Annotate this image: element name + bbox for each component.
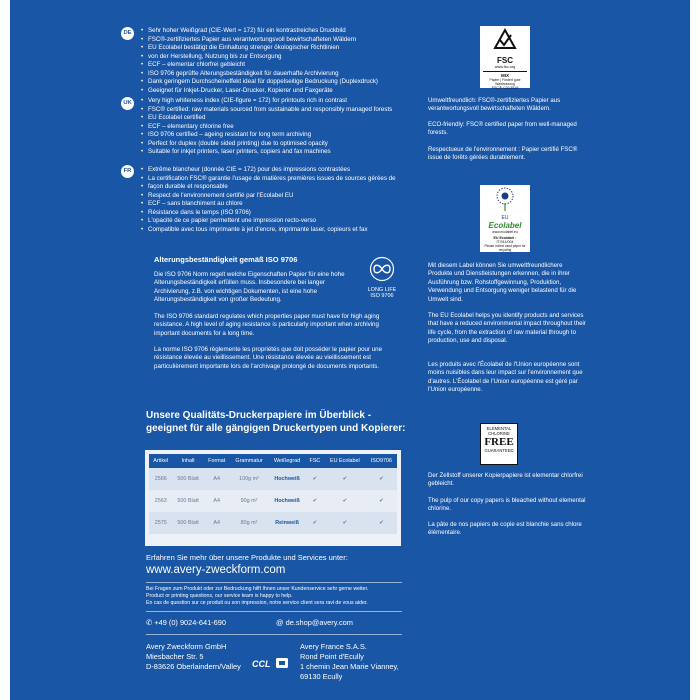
- fsc-code: FSC® C013519: [491, 86, 519, 90]
- table-header-cell: Weißegrad: [268, 454, 305, 468]
- phone-contact[interactable]: [146, 618, 226, 627]
- ecolabel-label: EU Ecolabel :: [493, 236, 517, 240]
- email-contact[interactable]: [276, 618, 353, 627]
- address-fr-line: 69130 Ecully: [300, 672, 343, 681]
- fsc-mark: FSC: [497, 56, 513, 65]
- table-header-cell: Artikel: [149, 454, 172, 468]
- web-intro: Erfahren Sie mehr über unsere Produkte und Services unter:: [146, 553, 348, 562]
- fr-bullet-item: • ECF – sans blanchiment au chlore: [141, 200, 396, 209]
- email-address: de.shop@avery.com: [285, 618, 353, 627]
- de-bullet-item: • von der Herstellung, Nutzung bis zur Entsorgung: [141, 53, 378, 62]
- fsc-mix-text: Papier | Fördert gute Waldnutzung: [489, 78, 521, 86]
- chlorine-text-fr: La pâte de nos papiers de copie est blanchie sans chlore élémentaire.: [428, 521, 582, 537]
- support-text: [146, 586, 368, 607]
- chlorine-free-badge: [480, 423, 518, 465]
- support-fr: En cas de question sur ce produit ou son impression, notre service client sera ravi de vous aider.: [146, 600, 368, 606]
- phone-icon: ✆: [146, 618, 153, 627]
- uk-bullet-item: • EU Ecolabel certified: [141, 114, 392, 123]
- fsc-logo: [480, 26, 530, 88]
- iso-text-de: Die ISO 9706 Norm regelt welche Eigenschaften Papier für eine hohe Alterungsbeständigkeit erfüllen muss. Insbesondere bei langer Archivierung, z.B. von wichtigen Dokumenten, ist eine hohe Alterungsbeständigkeit von großer Bedeutung.: [154, 271, 345, 304]
- divider-2: [146, 611, 402, 612]
- phone-number: +49 (0) 9024-641-690: [154, 618, 226, 627]
- ccl-cube-icon: [275, 657, 289, 669]
- ecolabel-text-fr: Les produits avec l'Écolabel de l'Union européenne sont moins nuisibles dans leur impact sur l'environnement que d'autres. L'Écolabel de l'Union européenne est géré par l'Union européenne.: [428, 361, 583, 394]
- table-cell: 500 Blatt: [172, 468, 203, 490]
- table-header-row: [149, 454, 397, 468]
- address-de-line: Avery Zweckform GmbH: [146, 642, 227, 651]
- fr-bullet-item: • Respect de l'environnement certifié par l'Ecolabel EU: [141, 192, 396, 201]
- overview-title: [146, 409, 406, 435]
- de-bullet-item: • Geeignet für Inkjet-Drucker, Laser-Drucker, Kopierer und Faxgeräte: [141, 87, 378, 96]
- fsc-text-fr: Respectueux de l'environnement : Papier certifié FSC® issue de forêts gérées durablement.: [428, 146, 578, 162]
- product-info-sheet: [10, 0, 690, 700]
- table-cell: 2563: [149, 490, 172, 512]
- long-life-line1: LONG LIFE: [367, 287, 397, 293]
- chlorine-line3: FREE: [484, 436, 514, 448]
- fr-bullet-item: • La certification FSC® garantie l'usage de matières premières issues de sources gérées de: [141, 175, 396, 184]
- address-de: [146, 642, 241, 672]
- table-cell: ✔: [324, 512, 366, 534]
- fsc-mix: MIX: [500, 73, 509, 78]
- divider-1: [146, 582, 402, 583]
- uk-bullet-item: • FSC® certified: raw materials sourced from sustainable and responsibly managed forests: [141, 106, 392, 115]
- eu-ecolabel-logo: [480, 185, 530, 252]
- ecolabel-text-de: Mit diesem Label können Sie umweltfreundlichere Produkte und Dienstleistungen erkennen, die in ihrer Ausführung bzw. Rohstoffgewinnung, Produktion, Verwendung und Entsorgung weniger belastend für die Umwelt sind.: [428, 262, 577, 303]
- iso-heading: Alterungsbeständigkeit gemäß ISO 9706: [154, 255, 298, 264]
- lang-badge-de: DE: [121, 27, 134, 40]
- fr-bullet-item: • Compatible avec tous imprimante à jet d'encre, imprimante laser, copieurs et fax: [141, 226, 396, 235]
- table-cell: 2575: [149, 512, 172, 534]
- address-fr-line: Rond Point d'Ecully: [300, 652, 364, 661]
- de-bullet-item: • ISO 9706 geprüfte Alterungsbeständigkeit für dauerhafte Archivierung: [141, 70, 378, 79]
- lang-badge-fr: FR: [121, 165, 134, 178]
- table-cell: 500 Blatt: [172, 490, 203, 512]
- support-en: Product or printing questions, our service team is happy to help.: [146, 593, 293, 599]
- eu-flower-icon: [480, 185, 530, 213]
- chlorine-line1: ELEMENTAL: [486, 426, 512, 431]
- ccl-logo: [252, 654, 289, 672]
- table-header-cell: Format: [204, 454, 230, 468]
- table-cell: 2566: [149, 468, 172, 490]
- ecolabel-name: Ecolabel: [488, 221, 522, 230]
- table-cell: ✔: [366, 468, 397, 490]
- fr-bullet-item: • Extrême blancheur (donnée CIE = 172) pour des impressions contrastées: [141, 166, 396, 175]
- uk-bullet-item: • Suitable for inkjet printers, laser printers, copiers and fax machines: [141, 148, 392, 157]
- overview-title-line2: geeignet für alle gängigen Druckertypen und Kopierer:: [146, 423, 406, 434]
- address-fr-line: Avery France S.A.S.: [300, 642, 367, 651]
- ecolabel-text-en: The EU Ecolabel helps you identify products and services that have a reduced environmental impact throughout their life cycle, from the extraction of raw material through to production, use and disposal.: [428, 312, 586, 345]
- ecolabel-number: IT/011/004: [496, 240, 514, 244]
- fsc-text-en: ECO-friendly: FSC® certified paper from well-managed forests.: [428, 121, 577, 137]
- fr-bullet-list: [141, 166, 396, 234]
- long-life-line2: ISO 9706: [370, 293, 394, 299]
- fsc-site: www.fsc.org: [494, 65, 516, 69]
- table-cell: 500 Blatt: [172, 512, 203, 534]
- ecolabel-eu: EU: [501, 215, 509, 221]
- uk-bullet-list: [141, 97, 392, 157]
- de-bullet-item: • FSC®-zertifiziertes Papier aus verantwortungsvoll bewirtschafteten Wäldern: [141, 36, 378, 45]
- fsc-text-de: Umweltfreundlich: FSC®-zertifiziertes Papier aus verantwortungsvoll bewirtschafteten Wäldern.: [428, 97, 561, 113]
- lang-badge-uk: UK: [121, 97, 134, 110]
- table-cell: A4: [204, 490, 230, 512]
- fr-bullet-item: • Résistance dans le temps (ISO 9706): [141, 209, 396, 218]
- de-bullet-item: • ECF – elementar chlorfrei gebleicht: [141, 61, 378, 70]
- table-row: [149, 512, 397, 534]
- table-cell: A4: [204, 468, 230, 490]
- de-bullet-item: • Sehr hoher Weißgrad (CIE-Wert = 172) für ein kontrastreiches Druckbild: [141, 27, 378, 36]
- address-fr-line: 1 chemin Jean Marie Vianney,: [300, 662, 399, 671]
- chlorine-line4: GUARANTEED: [484, 448, 514, 453]
- iso-text-en: The ISO 9706 standard regulates which properties paper must have for high aging resistance. A high level of aging resistance is particularly important when archiving important documents for a long time.: [154, 313, 380, 337]
- table-row: [149, 490, 397, 512]
- product-table: [149, 454, 397, 534]
- table-header-cell: FSC: [306, 454, 324, 468]
- table-cell: Reinweiß: [268, 512, 305, 534]
- product-table-panel: [145, 450, 401, 546]
- table-header-cell: Inhalt: [172, 454, 203, 468]
- tree-check-icon: [480, 26, 530, 52]
- at-icon: @: [276, 618, 284, 627]
- table-header-cell: ISO9706: [366, 454, 397, 468]
- address-de-line: D-83626 Oberlaindern/Valley: [146, 662, 241, 671]
- fr-bullet-item: • façon durable et responsable: [141, 183, 396, 192]
- table-cell: ✔: [306, 468, 324, 490]
- de-bullet-item: • Dank geringem Durchscheineffekt ideal für doppelseitige Bedruckung (Duplexdruck): [141, 78, 378, 87]
- table-cell: Hochweiß: [268, 468, 305, 490]
- table-cell: ✔: [366, 512, 397, 534]
- table-cell: 80g m²: [230, 512, 269, 534]
- ecolabel-site: www.ecolabel.eu: [492, 230, 518, 234]
- ecolabel-recycle: Please collect used paper for recycling: [484, 244, 526, 252]
- table-cell: ✔: [306, 512, 324, 534]
- address-fr: [300, 642, 399, 682]
- uk-bullet-item: • ISO 9706 certified – ageing resistant for long term archiving: [141, 131, 392, 140]
- ccl-wordmark: CCL: [252, 659, 271, 669]
- table-header-cell: EU Ecolabel: [324, 454, 366, 468]
- overview-title-line1: Unsere Qualitäts-Druckerpapiere im Überblick -: [146, 410, 372, 421]
- infinity-circle-icon: [369, 256, 395, 282]
- long-life-logo: [362, 256, 402, 300]
- table-cell: ✔: [306, 490, 324, 512]
- uk-bullet-item: • Perfect for duplex (double sided printing) due to optimised opacity: [141, 140, 392, 149]
- table-body: [149, 468, 397, 534]
- table-cell: Hochweiß: [268, 490, 305, 512]
- table-cell: ✔: [366, 490, 397, 512]
- table-cell: 100g m²: [230, 468, 269, 490]
- uk-bullet-item: • ECF – elementary chlorine free: [141, 123, 392, 132]
- divider-3: [146, 634, 402, 635]
- table-cell: ✔: [324, 468, 366, 490]
- website-link[interactable]: www.avery-zweckform.com: [146, 564, 286, 576]
- support-de: Bei Fragen zum Produkt oder zur Bedruckung hilft Ihnen unser Kundenservice sehr gerne weiter.: [146, 586, 369, 592]
- table-header-cell: Grammatur: [230, 454, 269, 468]
- fr-bullet-item: • L'opacité de ce papier permettent une impression recto-verso: [141, 217, 396, 226]
- iso-text-fr: La norme ISO 9706 règlemente les propriétés que doit posséder le papier pour une résistance élevée au vieillissement. Une résistance élevée au vieillissement est particulièrement importante lors de l'archivage prolongé de documents importants.: [154, 346, 383, 370]
- table-cell: ✔: [324, 490, 366, 512]
- address-de-line: Miesbacher Str. 5: [146, 652, 204, 661]
- table-cell: 90g m²: [230, 490, 269, 512]
- de-bullet-item: • EU Ecolabel bestätigt die Einhaltung strenger ökologischer Richtlinien: [141, 44, 378, 53]
- table-cell: A4: [204, 512, 230, 534]
- table-row: [149, 468, 397, 490]
- chlorine-line2: CHLORINE: [488, 431, 510, 436]
- chlorine-text-de: Der Zellstoff unserer Kopierpapiere ist elementar chlorfrei gebleicht.: [428, 472, 583, 488]
- de-bullet-list: [141, 27, 378, 95]
- uk-bullet-item: • Very high whiteness index (CIE-figure = 172) for printouts rich in contrast: [141, 97, 392, 106]
- chlorine-text-en: The pulp of our copy papers is bleached without elemental chlorine.: [428, 497, 586, 513]
